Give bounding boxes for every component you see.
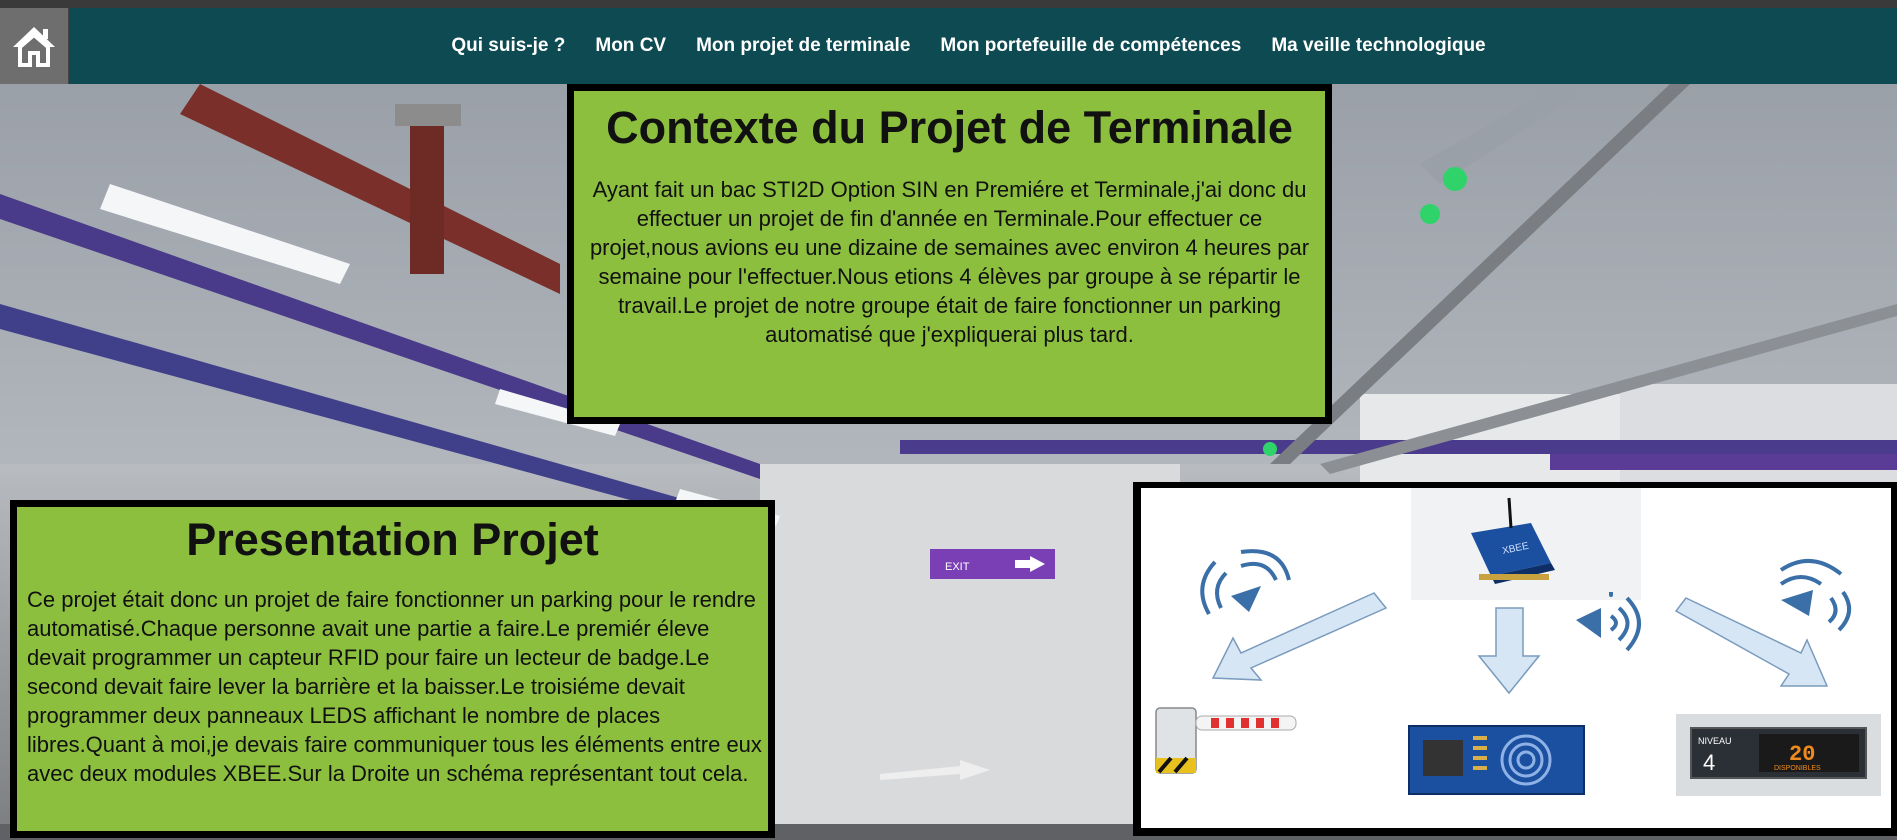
exit-sign-text: EXIT (945, 561, 970, 573)
led-panel-icon (1676, 714, 1881, 796)
led-panel-status: DISPONIBLES (1774, 765, 1821, 772)
wireless-icon-center (1576, 592, 1639, 650)
led-panel-level-value: 4 (1703, 750, 1716, 775)
arrow-center (1479, 608, 1539, 693)
home-icon (11, 23, 57, 69)
context-title: Contexte du Projet de Terminale (606, 102, 1293, 153)
nav-link-projet-terminale[interactable]: Mon projet de terminale (696, 35, 911, 56)
nav-link-mon-cv[interactable]: Mon CV (595, 35, 667, 56)
nav-link-qui-suis-je[interactable]: Qui suis-je ? (451, 35, 566, 56)
context-text: Ayant fait un bac STI2D Option SIN en Premiére et Terminale,j'ai donc du effectuer un projet de fin d'année en Terminale.Pour effectuer ce projet,nous avions eu une dizaine de semaines avec environ 4 heures par semaine pour l'effectuer.Nous etions 4 élèves par groupe à se répartir le travail.Le projet de notre groupe était de faire fonctionner un parking automatisé que j'expliquerai plus tard. (589, 177, 1310, 347)
parking-schema (1141, 488, 1891, 828)
led-panel-count: 20 (1789, 742, 1816, 767)
arrow-left (1213, 593, 1386, 680)
nav-link-veille[interactable]: Ma veille technologique (1271, 35, 1486, 56)
barrier-icon (1156, 708, 1296, 773)
led-panel-level-label: NIVEAU (1698, 736, 1732, 746)
presentation-text: Ce projet était donc un projet de faire fonctionner un parking pour le rendre automatisé.Chaque personne avait une partie a faire.Le premiér éleve devait programmer un capteur RFID pour faire un lecteur de badge.Le second devait faire lever la barrière et la baisser.Le troisiéme devait programmer deux panneaux LEDS affichant le nombre de places libres.Quant à moi,je devais faire communiquer tous les éléments entre eux avec deux modules XBEE.Sur la Droite un schéma représentant tout cela. (27, 587, 762, 786)
top-strip (0, 0, 1897, 8)
home-button[interactable] (0, 8, 69, 84)
presentation-panel (10, 500, 775, 838)
nav-links (0, 8, 1897, 84)
parking-schema-image (1141, 488, 1891, 828)
rfid-reader-icon (1409, 726, 1584, 794)
diagram-panel (1133, 482, 1897, 836)
wireless-icon-right (1781, 561, 1849, 630)
context-panel (567, 84, 1332, 424)
wireless-icon-left (1202, 551, 1289, 614)
presentation-title: Presentation Projet (186, 514, 599, 565)
xbee-label: XBEE (1501, 540, 1530, 557)
nav-link-portefeuille[interactable]: Mon portefeuille de compétences (940, 35, 1242, 56)
navbar (0, 8, 1897, 84)
